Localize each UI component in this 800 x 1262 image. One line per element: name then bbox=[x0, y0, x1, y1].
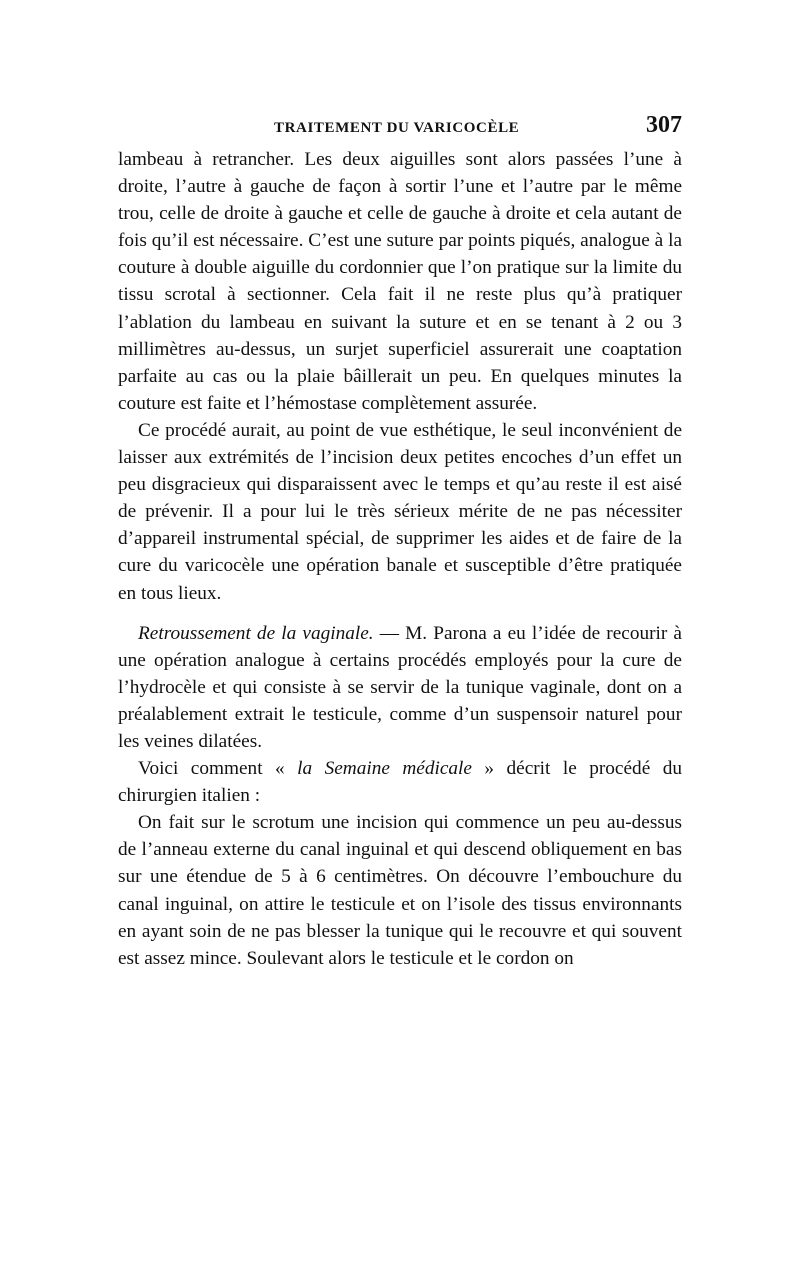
quote-intro: Voici comment « bbox=[138, 758, 298, 780]
paragraph-procedure: On fait sur le scrotum une incision qui commence un peu au-dessus de l’anneau externe du canal inguinal et qui descend obliquement en bas sur une étendue de 5 à 6 centimètres. On découvre l’embouchure du canal inguinal, on attire le testicule et on l’isole des tissus environnants en ayant soin de ne pas blesser la tunique qui le recouvre et qui souvent est assez mince. Soulevant alors le testicule et le cordon on bbox=[118, 812, 682, 969]
paragraph-continuation: lambeau à retrancher. Les deux aiguilles sont alors passées l’une à droite, l’autre à gauche de façon à sortir l’une et l’autre par le même trou, celle de droite à gauche et celle de gauche à droite et cela autant de fois qu’il est nécessaire. C’est une suture par points piqués, analogue à la couture à double aiguille du cordonnier que l’on pratique sur la limite du tissu scrotal à sectionner. Cela fait il ne reste plus qu’à pratiquer l’ablation du lambeau en suivant la suture et en se tenant à 2 ou 3 millimètres au-dessus, un surjet superficiel assurerait une coaptation parfaite au cas ou la plaie bâillerait un peu. En quelques minutes la couture est faite et l’hémostase complètement assurée. bbox=[118, 149, 682, 414]
quote-outro: » décrit le procédé du chirurgien italien : bbox=[118, 758, 682, 807]
paragraph-retroussement-text: — M. Parona a eu l’idée de recourir à une opération analogue à certains procédés employés pour la cure de l’hydrocèle et qui consiste à se servir de la tunique vaginale, dont on a préalablement extrait le testicule, comme d’un suspensoir naturel pour les veines dilatées. bbox=[118, 622, 682, 752]
journal-title: la Semaine médicale bbox=[297, 758, 472, 780]
paragraph-semaine-medicale bbox=[118, 755, 682, 809]
paragraph-inconvenient: Ce procédé aurait, au point de vue esthétique, le seul inconvénient de laisser aux extrémités de l’incision deux petites encoches d’un effet un peu disgracieux qui disparaissent avec le temps et qu’au reste il est aisé de prévenir. Il a pour lui le très sérieux mérite de ne pas nécessiter d’appareil instrumental spécial, de supprimer les aides et de faire de la cure du varicocèle une opération banale et susceptible d’être pratiquée en tous lieux. bbox=[118, 419, 682, 604]
page-number: 307 bbox=[646, 112, 682, 138]
body-text bbox=[118, 146, 682, 972]
paragraph-retroussement bbox=[118, 620, 682, 755]
running-title: TRAITEMENT DU VARICOCÈLE bbox=[274, 120, 520, 136]
section-heading-retroussement: Retroussement de la vaginale. bbox=[138, 622, 374, 644]
running-header bbox=[118, 112, 682, 146]
